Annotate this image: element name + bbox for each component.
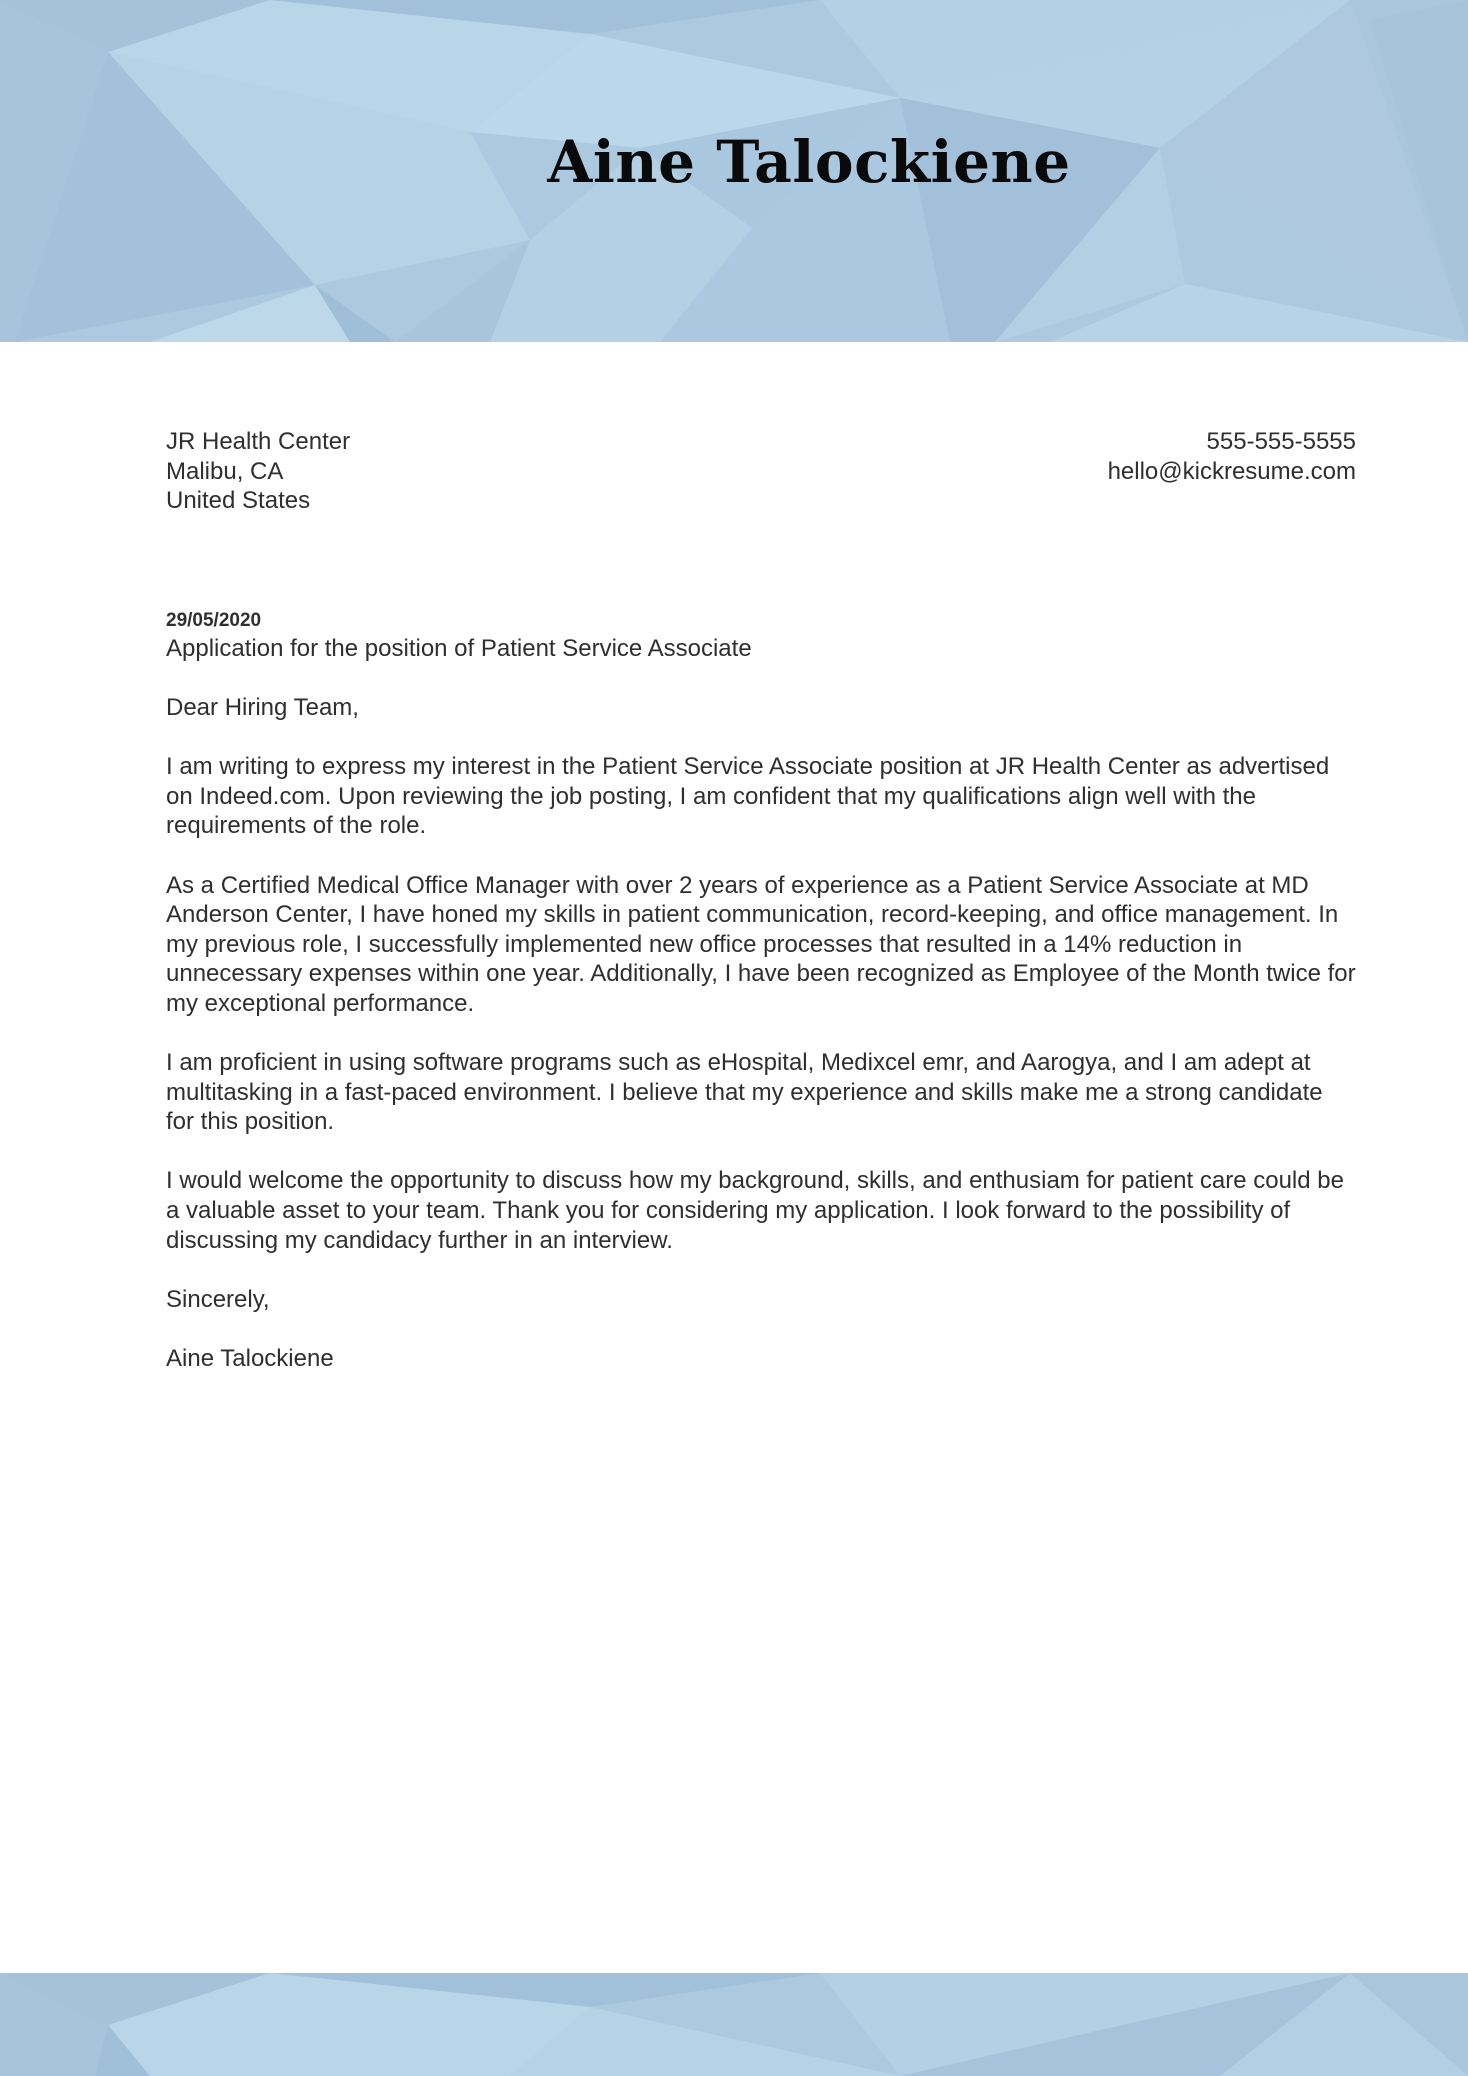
email-address: hello@kickresume.com: [1107, 457, 1356, 485]
signature: Aine Talockiene: [166, 1345, 334, 1373]
salutation: Dear Hiring Team,: [166, 693, 359, 721]
letter-subject: Application for the position of Patient Service Associate: [166, 634, 752, 662]
footer-banner: [0, 1973, 1468, 2076]
closing: Sincerely,: [166, 1285, 270, 1313]
body-paragraph: I would welcome the opportunity to discuss how my background, skills, and enthusiam for patient care could be a valuable asset to your team. Thank you for considering my application. I look forward to the possibility of discussing my candidacy further in an interview.: [166, 1167, 1344, 1254]
recipient-line: Malibu, CA: [166, 457, 284, 485]
body-paragraph: I am writing to express my interest in the Patient Service Associate position at JR Health Center as advertised on Indeed.com. Upon reviewing the job posting, I am confident that my qualifications align well with the requirements of the role.: [166, 753, 1330, 840]
letter-date: 29/05/2020: [166, 609, 262, 631]
polygon-pattern-footer: [0, 1973, 1468, 2076]
phone-number: 555-555-5555: [1206, 428, 1356, 455]
body-paragraph: As a Certified Medical Office Manager with over 2 years of experience as a Patient Service Associate at MD Anderson Center, I have honed my skills in patient communication, record-keeping, and office management. In my previous role, I successfully implemented new office processes that resulted in a 14% reduction in unnecessary expenses within one year. Additionally, I have been recognized as Employee of the Month twice for my exceptional performance.: [166, 871, 1356, 1017]
recipient-address: [166, 427, 350, 516]
contact-info: [1108, 427, 1356, 516]
letter-body: [166, 427, 1356, 1374]
address-row: [166, 427, 1356, 516]
recipient-line: United States: [166, 487, 311, 515]
recipient-line: JR Health Center: [166, 428, 351, 455]
header-banner: [0, 0, 1468, 342]
body-paragraph: I am proficient in using software programs such as eHospital, Medixcel emr, and Aarogya, and I am adept at multitasking in a fast-paced environment. I believe that my experience and skills make me a strong candidate for this position.: [166, 1049, 1323, 1136]
page-title: Aine Talockiene: [547, 128, 1071, 196]
